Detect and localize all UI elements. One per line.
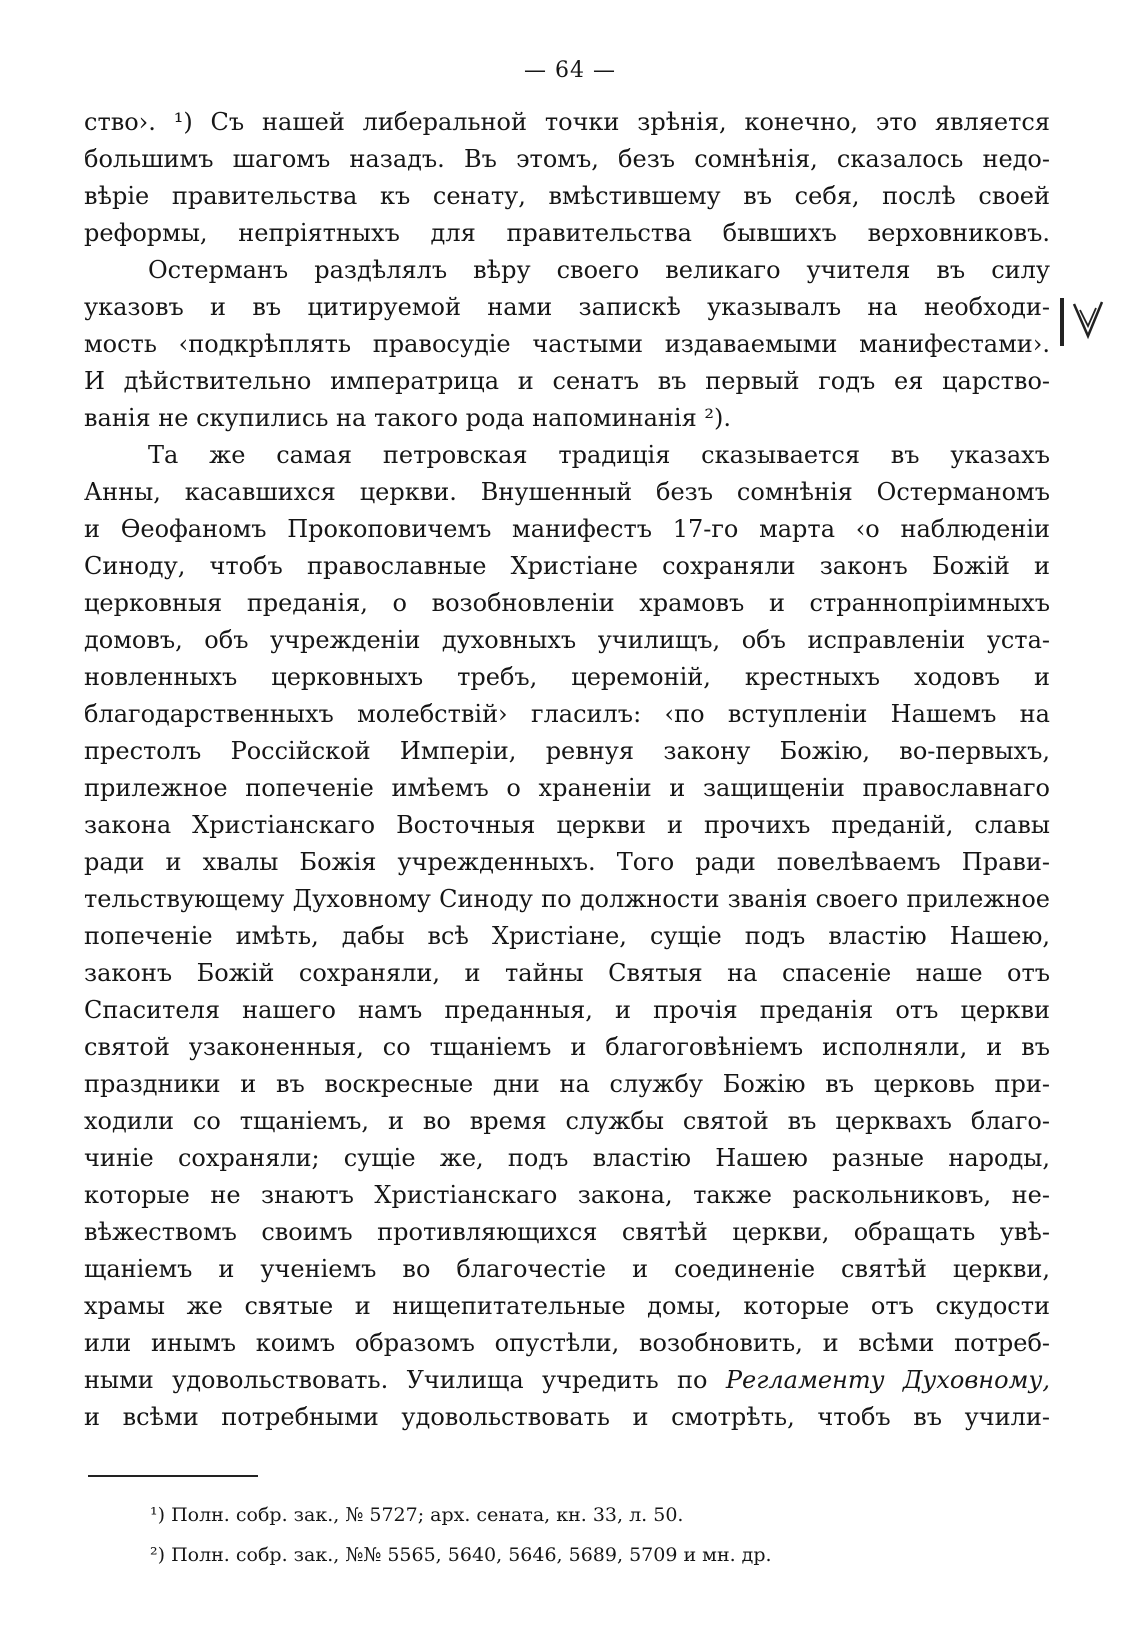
footnote-divider	[88, 1475, 258, 1477]
text-line: и Ѳеофаномъ Прокоповичемъ манифестъ 17-го марта ‹о наблюденіи	[84, 515, 1050, 543]
footnote-2: ²) Полн. собр. зак., №№ 5565, 5640, 5646, 5689, 5709 и мн. др.	[150, 1544, 772, 1566]
text-line: праздники и въ воскресные дни на службу Божію въ церковь при-	[84, 1070, 1050, 1098]
text-line: щаніемъ и ученіемъ во благочестіе и соединеніе святѣй церкви,	[84, 1255, 1050, 1283]
text-line: законъ Божій сохраняли, и тайны Святыя на спасеніе наше отъ	[84, 959, 1050, 987]
text-line: Спасителя нашего намъ преданныя, и прочія преданія отъ церкви	[84, 996, 1050, 1024]
footnotes	[150, 1495, 1050, 1575]
page-number: — 64 —	[524, 58, 616, 83]
text-line: закона Христіанскаго Восточныя церкви и прочихъ преданій, славы	[84, 811, 1050, 839]
text-line: Анны, касавшихся церкви. Внушенный безъ сомнѣнія Остерманомъ	[84, 478, 1050, 506]
text-line: попеченіе имѣть, дабы всѣ Христіане, сущіе подъ властію Нашею,	[84, 922, 1050, 950]
text-line	[84, 1362, 1050, 1399]
text-line: И дѣйствительно императрица и сенатъ въ первый годъ ея царство-	[84, 367, 1050, 395]
text-line: ство›. ¹) Съ нашей либеральной точки зрѣнія, конечно, это является	[84, 108, 1050, 136]
text-line: или инымъ коимъ образомъ опустѣли, возобновить, и всѣми потреб-	[84, 1329, 1050, 1357]
text-line: вѣжествомъ своимъ противляющихся святѣй церкви, обращать увѣ-	[84, 1218, 1050, 1246]
text-line: престолъ Россійской Имперіи, ревнуя закону Божію, во-первыхъ,	[84, 737, 1050, 765]
text-segment: ными удовольствовать. Училища учредить по	[84, 1366, 708, 1394]
text-line: мость ‹подкрѣплять правосудіе частыми издаваемыми манифестами›.	[84, 330, 1050, 358]
text-line: церковныя преданія, о возобновленіи храмовъ и страннопріимныхъ	[84, 589, 1050, 617]
text-line: ходили со тщаніемъ, и во время службы святой въ церквахъ благо-	[84, 1107, 1050, 1135]
text-line: храмы же святые и нищепитательные домы, которые отъ скудости	[84, 1292, 1050, 1320]
text-line: тельствующему Духовному Синоду по должности званія своего прилежное	[84, 885, 1050, 913]
text-line: ради и хвалы Божія учрежденныхъ. Того ради повелѣваемъ Прави-	[84, 848, 1050, 876]
text-line: большимъ шагомъ назадъ. Въ этомъ, безъ сомнѣнія, сказалось недо-	[84, 145, 1050, 173]
text-line: чиніе сохраняли; сущіе же, подъ властію Нашею разные народы,	[84, 1144, 1050, 1172]
text-line: домовъ, объ учрежденіи духовныхъ училищъ, объ исправленіи уста-	[84, 626, 1050, 654]
footnote-1: ¹) Полн. собр. зак., № 5727; арх. сената, кн. 33, л. 50.	[150, 1504, 684, 1526]
text-line: реформы, непріятныхъ для правительства бывшихъ верховниковъ.	[84, 219, 1050, 247]
text-line: благодарственныхъ молебствій› гласилъ: ‹по вступленіи Нашемъ на	[84, 700, 1050, 728]
text-line: новленныхъ церковныхъ требъ, церемоній, крестныхъ ходовъ и	[84, 663, 1050, 691]
text-line: которые не знаютъ Христіанскаго закона, также раскольниковъ, не-	[84, 1181, 1050, 1209]
text-line: святой узаконенныя, со тщаніемъ и благоговѣніемъ исполняли, и въ	[84, 1033, 1050, 1061]
handwritten-margin-mark	[1058, 296, 1108, 348]
text-line: вѣріе правительства къ сенату, вмѣстившему въ себя, послѣ своей	[84, 182, 1050, 210]
paragraph-first-line: Та же самая петровская традиція сказывается въ указахъ	[148, 441, 1050, 469]
main-text	[84, 104, 1050, 1436]
text-line: указовъ и въ цитируемой нами запискѣ указывалъ на необходи-	[84, 293, 1050, 321]
text-line: прилежное попеченіе имѣемъ о храненіи и защищеніи православнаго	[84, 774, 1050, 802]
paragraph-first-line: Остерманъ раздѣлялъ вѣру своего великаго учителя въ силу	[148, 256, 1050, 284]
text-line: и всѣми потребными удовольствовать и смотрѣть, чтобъ въ учили-	[84, 1403, 1050, 1431]
text-line: Синоду, чтобъ православные Христіане сохраняли законъ Божій и	[84, 552, 1050, 580]
text-line: ванія не скупились на такого рода напоминанія ²).	[84, 404, 731, 432]
italic-title: Регламенту Духовному,	[725, 1366, 1050, 1394]
